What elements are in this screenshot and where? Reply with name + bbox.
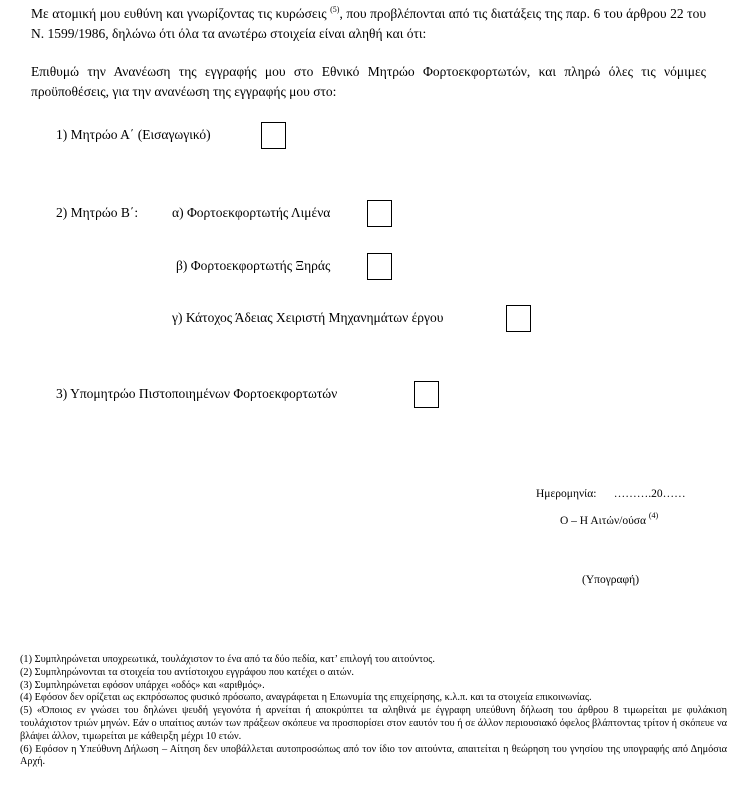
footnotes xyxy=(20,654,727,769)
footnote-5: (5) «Όποιος εν γνώσει του δηλώνει ψευδή γεγονότα ή αρνείται ή αποκρύπτει τα αληθινά με έγγραφη υπεύθυνη δήλωση του άρθρου 8 τιμωρείται με φυλάκιση τουλάχιστον τριών μηνών. Εάν ο υπαίτιος αυτών των πράξεων σκόπευε να προσπορίσει στον εαυτόν του ή σε άλλον περιουσιακό όφελος βλάπτοντας τρίτον ή σκόπευε να βλάψει άλλον, τιμωρείται με κάθειρξη μέχρι 10 ετών. xyxy=(20,705,727,742)
footnote-2: (2) Συμπληρώνονται τα στοιχεία του αντίστοιχου εγγράφου που κατέχει ο αιτών. xyxy=(20,666,354,678)
option-registry-a-label: 1) Μητρώο Α΄ (Εισαγωγικό) xyxy=(56,127,211,142)
checkbox-registry-a[interactable] xyxy=(261,122,286,149)
date-line xyxy=(536,488,686,500)
date-label: Ημερομηνία: xyxy=(536,488,597,500)
checkbox-land-stevedore[interactable] xyxy=(367,253,392,280)
renewal-request-text: Επιθυμώ την Ανανέωση της εγγραφής μου στο Εθνικό Μητρώο Φορτοεκφορτωτών, και πληρώ όλες τις νόμιμες προϋποθέσεις, για την ανανέωση της εγγραφής μου στο: xyxy=(31,64,706,99)
declaration-intro xyxy=(31,4,706,44)
option-certified-subregistry-label: 3) Υπομητρώο Πιστοποιημένων Φορτοεκφορτωτών xyxy=(56,386,338,401)
footnote-3: (3) Συμπληρώνεται εφόσον υπάρχει «οδός» και «αριθμός». xyxy=(20,679,265,691)
date-value: ……….20…… xyxy=(613,488,686,500)
applicant-label: Ο – Η Αιτών/ούσα xyxy=(560,515,647,527)
footnote-6: (6) Εφόσον η Υπεύθυνη Δήλωση – Αίτηση δεν υποβάλλεται αυτοπροσώπως από τον ίδιο τον αιτούντα, απαιτείται η θεώρηση του γνησίου της υπογραφής από Δημόσια Αρχή. xyxy=(20,743,727,768)
checkbox-certified-subregistry[interactable] xyxy=(414,381,439,408)
footnote-1: (1) Συμπληρώνεται υποχρεωτικά, τουλάχιστον το ένα από τα δύο πεδία, κατ’ επιλογή του αιτούντος. xyxy=(20,654,435,665)
option-machinery-operator-label: γ) Κάτοχος Άδειας Χειριστή Μηχανημάτων έργου xyxy=(172,310,444,325)
footnote-4: (4) Εφόσον δεν ορίζεται ως εκπρόσωπος φυσικό πρόσωπο, αναγράφεται η Επωνυμία της επιχείρησης, κ.λ.π. και τα στοιχεία επικοινωνίας. xyxy=(20,692,592,704)
checkbox-port-stevedore[interactable] xyxy=(367,200,392,227)
checkbox-machinery-operator[interactable] xyxy=(506,305,531,332)
footnote-ref-5: (5) xyxy=(330,5,340,14)
intro-text: Με ατομική μου ευθύνη και γνωρίζοντας τις κυρώσεις xyxy=(31,6,327,21)
signature-label: (Υπογραφή) xyxy=(582,574,640,586)
intro-text-continued: , που προβλέπονται από τις διατάξεις της παρ. 6 του άρθρου 22 του Ν. 1599/1986, δηλώνω ότι όλα τα ανωτέρω στοιχεία είναι αληθή και ότι: xyxy=(31,6,707,41)
option-port-stevedore-label: α) Φορτοεκφορτωτής Λιμένα xyxy=(172,205,331,220)
option-registry-b-label: 2) Μητρώο Β΄: xyxy=(56,205,139,220)
option-land-stevedore-label: β) Φορτοεκφορτωτής Ξηράς xyxy=(176,258,331,273)
footnote-ref-4: (4) xyxy=(648,511,659,520)
applicant-line xyxy=(560,511,659,527)
